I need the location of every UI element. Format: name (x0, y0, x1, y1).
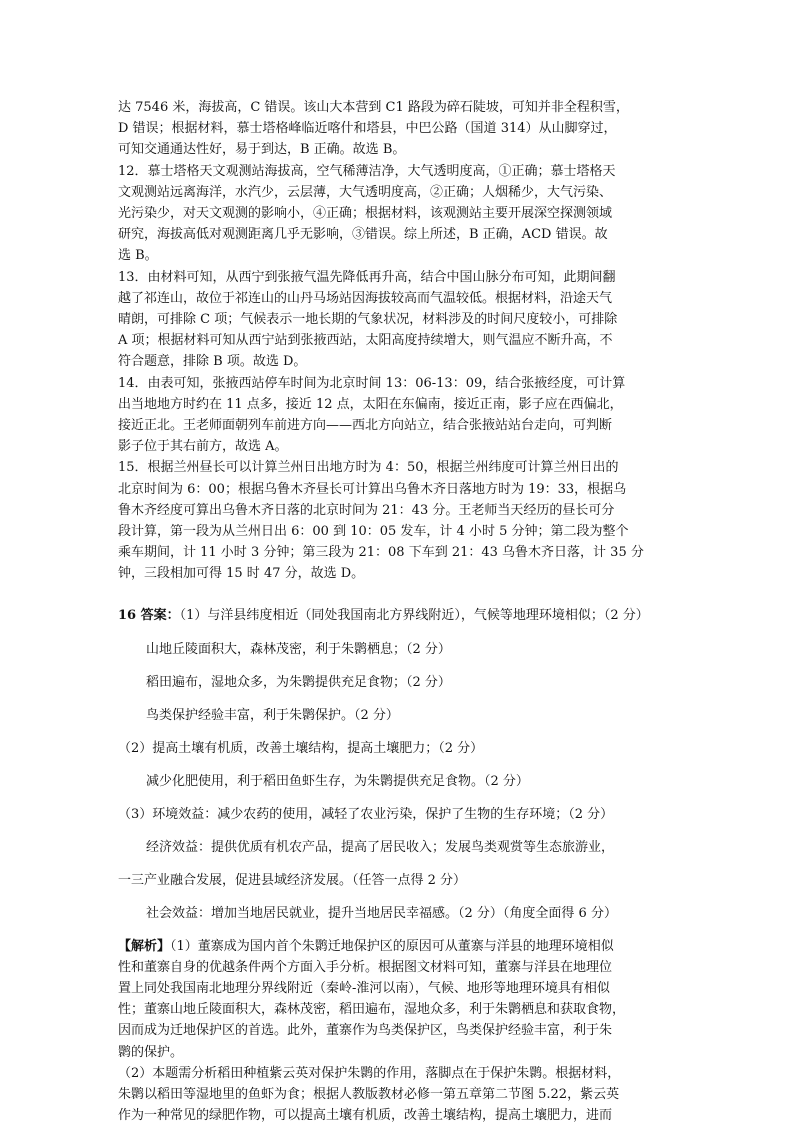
text-line: 段计算，第一段为从兰州日出 6：00 到 10：05 发车，计 4 小时 5 分钟；第二段为整个 (118, 524, 629, 540)
text-line: 影子位于其右前方，故选 A。 (118, 439, 288, 455)
answer-line: 稻田遍布，湿地众多，为朱鹮提供充足食物；（2 分） (146, 674, 451, 690)
q16-answer (118, 604, 684, 930)
text-line: 越了祁连山，故位于祁连山的山丹马场站因海拔较高而气温较低。根据材料，沿途天气 (118, 290, 613, 306)
text-line: 性；董寨山地丘陵面积大，森林茂密，稻田遍布，湿地众多，利于朱鹮栖息和获取食物， (118, 1002, 626, 1018)
text-line: 性和董寨自身的优越条件两个方面入手分析。根据图文材料可知，董寨与洋县在地理位 (118, 959, 613, 975)
section-gap (118, 585, 684, 604)
answer-label: 16 答案： (118, 607, 180, 623)
text-line: 13．由材料可知，从西宁到张掖气温先降低再升高，结合中国山脉分布可知，此期间翻 (118, 269, 616, 285)
text-line: 作为一种常见的绿肥作物，可以提高土壤有机质，改善土壤结构，提高土壤肥力，进而 (118, 1108, 613, 1124)
document-page (118, 97, 684, 1127)
text-line: 晴朗，可排除 C 项；气候表示一地长期的气象状况，材料涉及的时间尺度较小，可排除 (118, 312, 618, 328)
text-line: 可知交通通达性好，易于到达，B 正确。故选 B。 (118, 142, 406, 158)
text-line (118, 936, 684, 957)
q11-continuation (118, 97, 684, 161)
q13-explanation (118, 267, 684, 373)
answer-line: （3）环境效益：减少农药的使用，减轻了农业污染，保护了生物的生存环境；（2 分） (118, 806, 614, 822)
text-line: 15．根据兰州昼长可以计算兰州日出地方时为 4：50，根据兰州纬度可计算兰州日出的 (118, 460, 619, 476)
q14-explanation (118, 373, 684, 458)
answer-line: 经济效益：提供优质有机农产品，提高了居民收入；发展鸟类观赏等生态旅游业， (146, 839, 615, 855)
answer-line: （2）提高土壤有机质，改善土壤结构，提高土壤肥力；（2 分） (118, 740, 484, 756)
text-line: 朱鹮以稻田等湿地里的鱼虾为食；根据人教版教材必修一第五章第二节图 5.22，紫云英 (118, 1087, 620, 1103)
text-line: 文观测站远离海洋，水汽少，云层薄，大气透明度高，②正确；人烟稀少，大气污染、 (118, 184, 613, 200)
text-line: 符合题意，排除 B 项。故选 D。 (118, 354, 307, 370)
text-line: A 项；根据材料可知从西宁站到张掖西站，太阳高度持续增大，则气温应不断升高，不 (118, 333, 613, 349)
analysis-label: 【解析】 (118, 938, 171, 954)
text-line: 鹮的保护。 (118, 1044, 184, 1060)
text-line: 鲁木齐经度可算出乌鲁木齐日落的北京时间为 21：43 分。王老师当天经历的昼长可分 (118, 502, 615, 518)
q12-explanation (118, 161, 684, 267)
answer-line: 鸟类保护经验丰富，利于朱鹮保护。（2 分） (146, 707, 399, 723)
text-line: 置上同处我国南北地理分界线附近（秦岭-淮河以南），气候、地形等地理环境具有相似 (118, 981, 610, 997)
answer-line: 社会效益：增加当地居民就业，提升当地居民幸福感。（2 分）（角度全面得 6 分） (146, 905, 617, 921)
text-line: 接近正北。王老师面朝列车前进方向——西北方向站立，结合张掖站站台走向，可判断 (118, 418, 613, 434)
text-line: 达 7546 米，海拔高，C 错误。该山大本营到 C1 路段为碎石陡坡，可知并非全程积雪， (118, 100, 629, 115)
answer-line: 一三产业融合发展，促进县域经济发展。（任答一点得 2 分） (118, 872, 467, 888)
text-line: 14．由表可知，张掖西站停车时间为北京时间 13：06-13：09，结合张掖经度，可计算 (118, 375, 626, 391)
text-line: 钟，三段相加可得 15 时 47 分，故选 D。 (118, 566, 365, 582)
answer-line: 减少化肥使用，利于稻田鱼虾生存，为朱鹮提供充足食物。（2 分） (146, 773, 529, 789)
text-line: 选 B。 (118, 248, 158, 264)
text-line: 因而成为迁地保护区的首选。此外，董寨作为鸟类保护区，鸟类保护经验丰富，利于朱 (118, 1023, 613, 1039)
text-line: 研究，海拔高低对观测距离几乎无影响，③错误。综上所述，B 正确，ACD 错误。故 (118, 227, 608, 243)
analysis-text: （1）董寨成为国内首个朱鹮迁地保护区的原因可从董寨与洋县的地理环境相似 (170, 938, 614, 954)
text-line: 光污染少，对天文观测的影响小，④正确；根据材料，该观测站主要开展深空探测领域 (118, 206, 613, 222)
answer-text: （1）与洋县纬度相近（同处我国南北方界线附近），气候等地理环境相似；（2 分） (179, 607, 649, 623)
text-line: D 错误；根据材料，慕士塔格峰临近喀什和塔县，中巴公路（国道 314）从山脚穿过， (118, 121, 617, 137)
text-line: 北京时间为 6：00；根据乌鲁木齐昼长可计算出乌鲁木齐日落地方时为 19：33，根据乌 (118, 481, 627, 497)
text-line: （2）本题需分析稻田种植紫云英对保护朱鹮的作用，落脚点在于保护朱鹮。根据材料， (118, 1065, 621, 1081)
answer-line: 山地丘陵面积大，森林茂密，利于朱鹮栖息；（2 分） (146, 641, 451, 657)
q15-explanation (118, 457, 684, 584)
answer-line (118, 604, 684, 628)
q16-analysis (118, 936, 684, 1127)
text-line: 12．慕士塔格天文观测站海拔高，空气稀薄洁净，大气透明度高，①正确；慕士塔格天 (118, 163, 616, 179)
text-line: 出当地地方时约在 11 点多，接近 12 点，太阳在东偏南，接近正南，影子应在西偏北， (118, 396, 623, 412)
text-line: 乘车期间，计 11 小时 3 分钟；第三段为 21：08 下车到 21：43 乌鲁木齐日落，计 35 分 (118, 545, 644, 561)
